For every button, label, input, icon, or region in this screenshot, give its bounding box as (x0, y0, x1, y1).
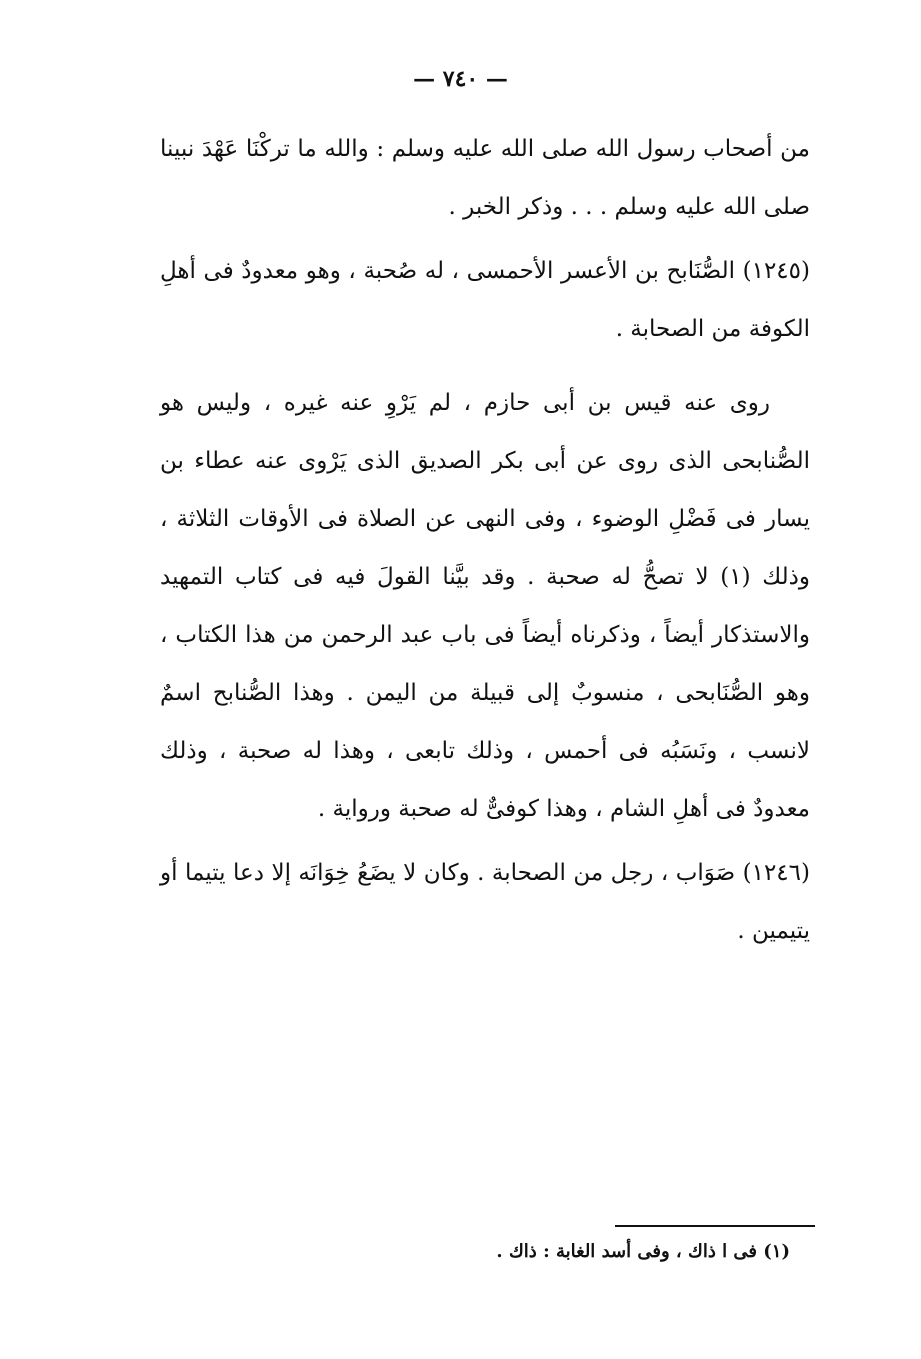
paragraph-commentary: روى عنه قيس بن أبى حازم ، لم يَرْوِ عنه غيره ، وليس هو الصُّنابحى الذى روى عن أبى بكر الصديق الذى يَرْوى عنه عطاء بن يسار فى فَضْلِ الوضوء ، وفى النهى عن الصلاة فى الأوقات الثلاثة ، وذلك (١) لا تصحُّ له صحبة . وقد بيَّنا القولَ فيه فى كتاب التمهيد والاستذكار أيضاً ، وذكرناه أيضاً فى باب عبد الرحمن من هذا الكتاب ، وهو الصُّنَابحى ، منسوبٌ إلى قبيلة من اليمن . وهذا الصُّنابح اسمٌ لانسب ، ونَسَبُه فى أحمس ، وذلك تابعى ، وهذا له صحبة ، وذلك معدودٌ فى أهلِ الشام ، وهذا كوفىٌّ له صحبة ورواية . (160, 390, 811, 822)
entry-1245: (١٢٤٥) الصُّنَابح بن الأعسر الأحمسى ، له صُحبة ، وهو معدودٌ فى أهلِ الكوفة من الصحابة . (160, 258, 810, 342)
paragraph-continuation: من أصحاب رسول الله صلى الله عليه وسلم : والله ما تركْنَا عَهْدَ نبينا صلى الله عليه وسلم . . . وذكر الخبر . (160, 136, 810, 220)
page-number: — ٧٤٠ — (413, 66, 508, 92)
footnote: (١) فى ا ذاك ، وفى أسد الغابة : ذاك . (496, 1241, 790, 1262)
entry-1246: (١٢٤٦) صَوَاب ، رجل من الصحابة . وكان لا يضَعُ خِوَانَه إلا دعا يتيما أو يتيمين . (160, 860, 810, 944)
footnote-divider (615, 1225, 815, 1227)
main-text (160, 120, 810, 960)
